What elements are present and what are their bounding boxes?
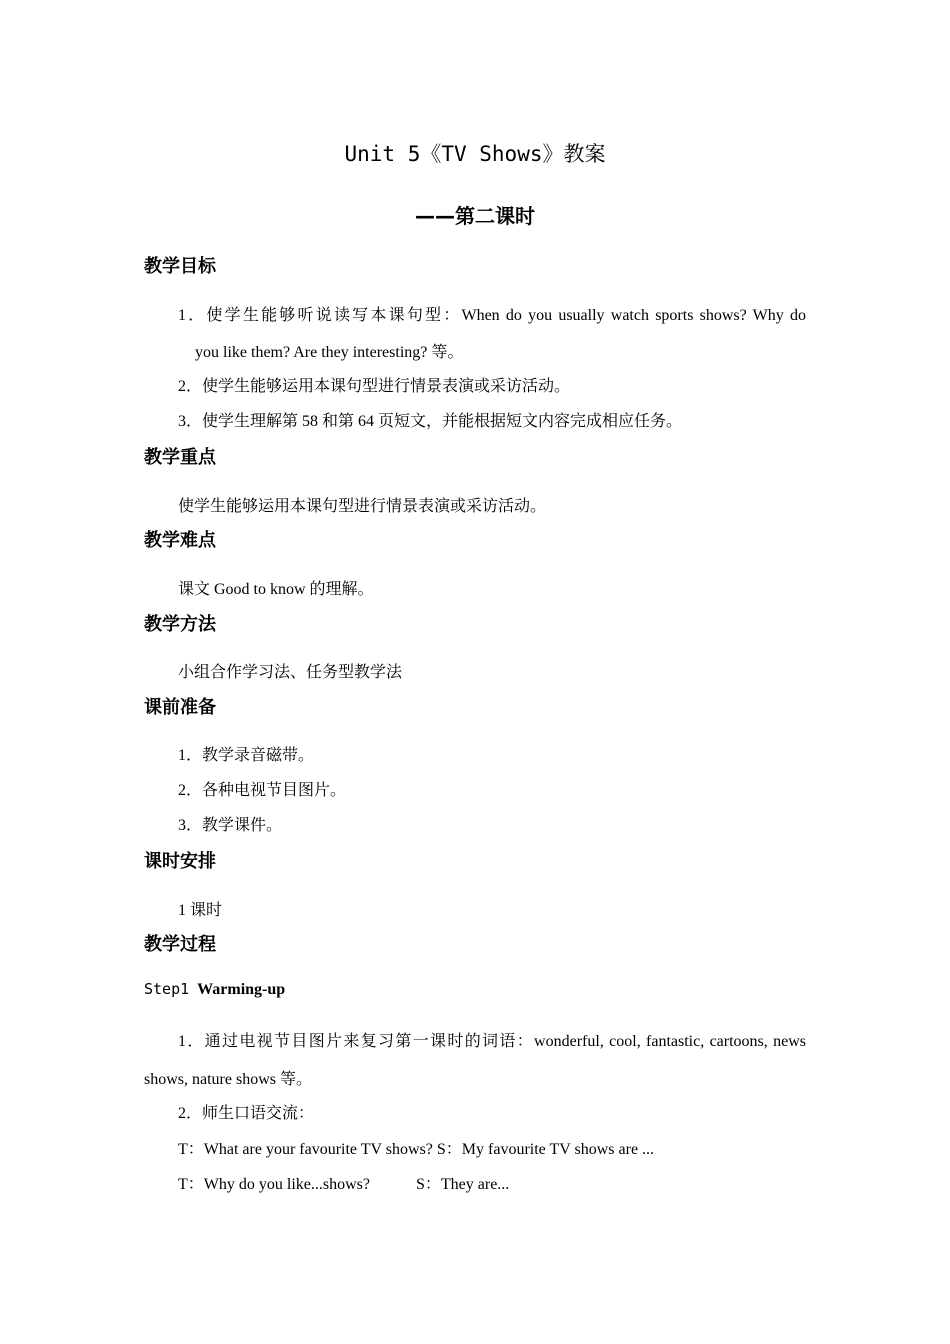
schedule-text: 1 课时 — [178, 902, 223, 919]
dialog-line-1: T：What are your favourite TV shows? S：My favourite TV shows are ... — [178, 1141, 655, 1158]
process-item-1-line-1: 1．通过电视节目图片来复习第一课时的词语：wonderful, cool, fantastic, cartoons, news — [178, 1033, 806, 1050]
step1-heading — [144, 980, 285, 999]
dialog-line-2-student: S：They are... — [416, 1176, 510, 1193]
step1-label: Step1 — [144, 980, 190, 998]
document-subtitle: ——第二课时 — [415, 204, 535, 228]
preparation-item-1: 1．教学录音磁带。 — [178, 747, 315, 764]
preparation-item-3: 3．教学课件。 — [178, 817, 283, 834]
methods-heading: 教学方法 — [144, 614, 216, 635]
process-item-1-line-2: shows, nature shows 等。 — [144, 1071, 312, 1088]
objective-item-3: 3．使学生理解第 58 和第 64 页短文，并能根据短文内容完成相应任务。 — [178, 413, 683, 430]
objective-item-1-line-1: 1．使学生能够听说读写本课句型：When do you usually watch sports shows? Why do — [178, 307, 806, 324]
document-title: Unit 5《TV Shows》教案 — [344, 142, 606, 166]
step1-title: Warming-up — [197, 981, 286, 998]
process-item-2: 2．师生口语交流： — [178, 1105, 315, 1122]
objectives-heading: 教学目标 — [144, 256, 216, 277]
preparation-heading: 课前准备 — [144, 697, 216, 718]
objective-item-2: 2．使学生能够运用本课句型进行情景表演或采访活动。 — [178, 378, 571, 395]
difficulties-text: 课文 Good to know 的理解。 — [178, 581, 374, 598]
objective-item-1-line-2: you like them? Are they interesting? 等。 — [195, 344, 464, 361]
process-heading: 教学过程 — [144, 934, 216, 955]
dialog-line-2-teacher: T：Why do you like...shows? — [178, 1176, 370, 1193]
key-points-heading: 教学重点 — [144, 447, 216, 468]
preparation-item-2: 2．各种电视节目图片。 — [178, 782, 347, 799]
methods-text: 小组合作学习法、任务型教学法 — [178, 664, 403, 681]
key-points-text: 使学生能够运用本课句型进行情景表演或采访活动。 — [178, 498, 547, 515]
difficulties-heading: 教学难点 — [144, 530, 216, 551]
schedule-heading: 课时安排 — [144, 851, 216, 872]
